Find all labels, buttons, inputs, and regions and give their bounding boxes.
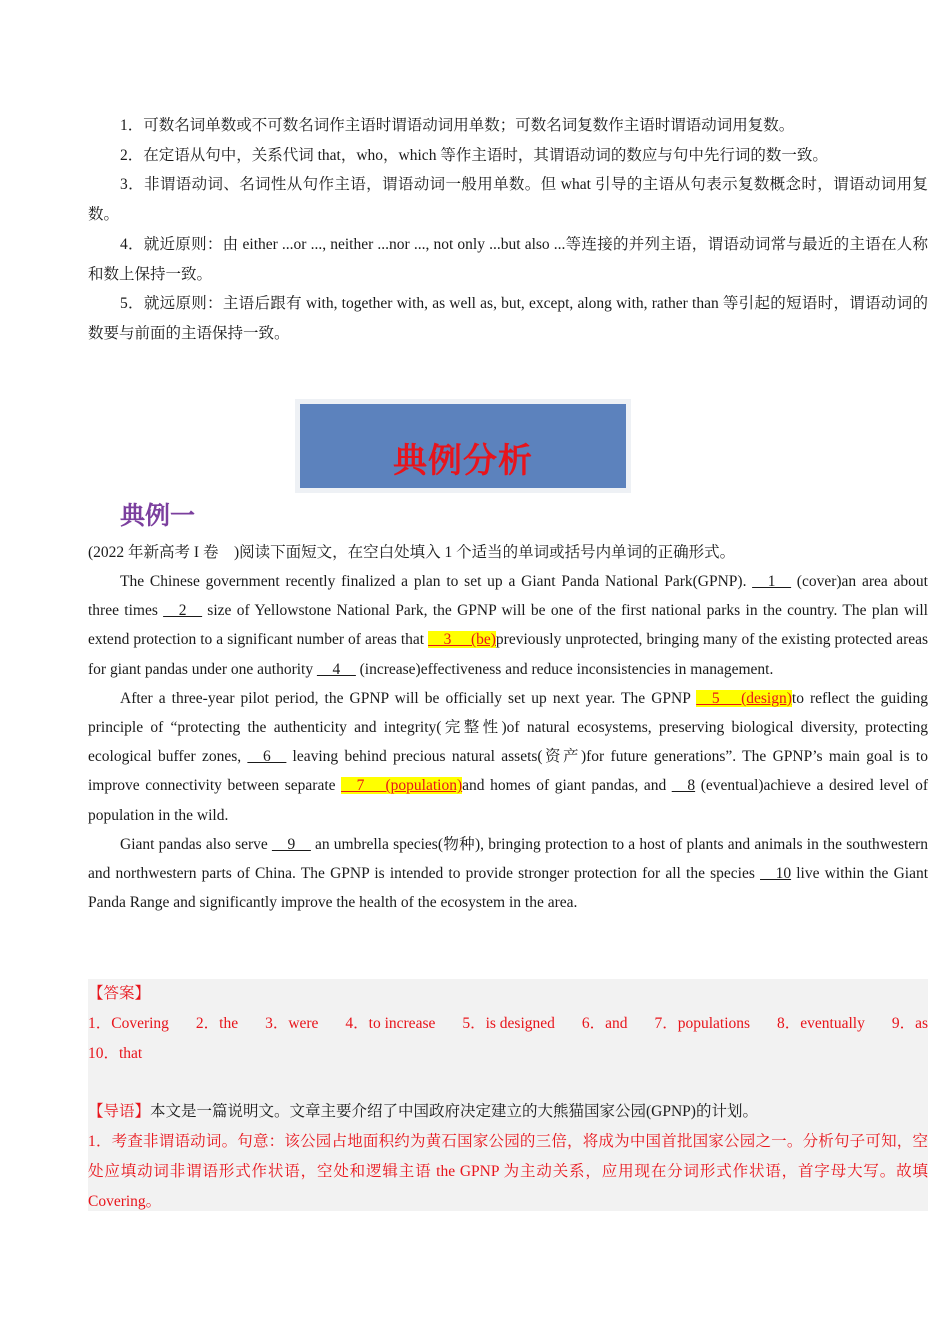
blank-9: __9__ xyxy=(271,835,311,853)
guide-intro xyxy=(88,1097,928,1127)
rule-3: 3．非谓语动词、名词性从句作主语，谓语动词一般用单数。但 what 引导的主语从句表示复数概念时，谓语动词用复数。 xyxy=(88,176,928,224)
section-banner xyxy=(295,399,631,493)
rule-4: 4．就近原则：由 either ...or ..., neither ...nor ..., not only ...but also ...等连接的并列主语，谓语动词常与最近的主语在人称和数上保持一致。 xyxy=(88,235,928,283)
cloze-passage xyxy=(88,567,928,917)
guide-label: 【导语】 xyxy=(88,1103,151,1120)
answer-item-10: 10．that xyxy=(88,1045,143,1062)
answer-item: 5．is designed xyxy=(462,1015,555,1032)
answer-item: 4．to increase xyxy=(345,1015,436,1032)
grammar-rules xyxy=(88,111,928,349)
answer-item: 8．eventually xyxy=(777,1015,865,1032)
blank-6: __6__ xyxy=(247,748,287,766)
passage-paragraph-2: After a three-year pilot period, the GPNP will be officially set up next year. The GPNP __5__ (design)to reflect the guiding principle of “protecting the authenticity and integrity(完整性)of natural ecosystems, preserving biological diversity, protecting ecological buffer zones, __6__ leaving behind precious natural assets(资产)for future generations”. The GPNP’s main goal is to improve connectivity between separate __7__ (population)and homes of giant pandas, and __8 (eventual)achieve a desired level of population in the wild. xyxy=(88,689,928,824)
example-title: 典例一 xyxy=(120,501,196,530)
blank-3: __3__ (be) xyxy=(428,631,496,649)
answer-item: 7．populations xyxy=(654,1015,751,1032)
answer-item: 9．as xyxy=(891,1015,928,1032)
passage-paragraph-1: The Chinese government recently finalized a plan to set up a Giant Panda National Park(GPNP). __1__ (cover)an area about three times __2__ size of Yellowstone National Park, the GPNP will be one of the first national parks in the country. The plan will extend protection to a significant number of areas that __3__ (be)previously unprotected, bringing many of the existing protected areas for giant pandas under one authority __4__ (increase)effectiveness and reduce inconsistencies in management. xyxy=(88,573,929,678)
rule-2: 2．在定语从句中，关系代词 that，who，which 等作主语时，其谓语动词的数应与句中先行词的数一致。 xyxy=(120,146,828,164)
rule-5: 5．就远原则：主语后跟有 with, together with, as well as, but, except, along with, rather than 等引起的短语时，谓语动词的数要与前面的主语保持一致。 xyxy=(88,295,928,342)
blank-4: __4__ xyxy=(317,660,356,678)
banner-title: 典例分析 xyxy=(393,441,533,481)
rule-1: 1．可数名词单数或不可数名词作主语时谓语动词用单数；可数名词复数作主语时谓语动词用复数。 xyxy=(120,117,795,134)
blank-2: __2__ xyxy=(163,602,202,620)
answer-item: 3．were xyxy=(265,1015,319,1032)
blank-10: __10 xyxy=(760,865,792,883)
passage-paragraph-3: Giant pandas also serve __9__ an umbrella species(物种), bringing protection to a host of plants and animals in the southwestern and northwestern parts of China. The GPNP is intended to provide stronger protection for all the species __10 live within the Giant Panda Range and significantly improve the health of the ecosystem in the area. xyxy=(88,835,928,912)
blank-7: __7__ (population) xyxy=(341,777,463,795)
explanation-1: 1．考查非谓语动词。句意：该公园占地面积约为黄石国家公园的三倍，将成为中国首批国家公园之一。分析句子可知，空处应填动词非谓语形式作状语，空处和逻辑主语 the GPNP 为主动关系，应用现在分词形式作状语，首字母大写。故填 Covering。 xyxy=(88,1133,928,1210)
answer-item: 2．the xyxy=(195,1015,239,1032)
blank-8: __8 xyxy=(671,777,696,795)
blank-5: __5__ (design) xyxy=(696,689,792,707)
blank-1: __1__ xyxy=(752,573,791,590)
answer-box xyxy=(88,979,928,1211)
answer-item: 6．and xyxy=(581,1015,628,1032)
guide-text: 本文是一篇说明文。文章主要介绍了中国政府决定建立的大熊猫国家公园(GPNP)的计划。 xyxy=(150,1103,758,1120)
answer-label: 【答案】 xyxy=(88,985,151,1002)
answer-list xyxy=(88,1009,928,1039)
example-intro: (2022 年新高考 I 卷 )阅读下面短文，在空白处填入 1 个适当的单词或括号内单词的正确形式。 xyxy=(88,544,736,561)
answer-item: 1．Covering xyxy=(88,1015,169,1032)
